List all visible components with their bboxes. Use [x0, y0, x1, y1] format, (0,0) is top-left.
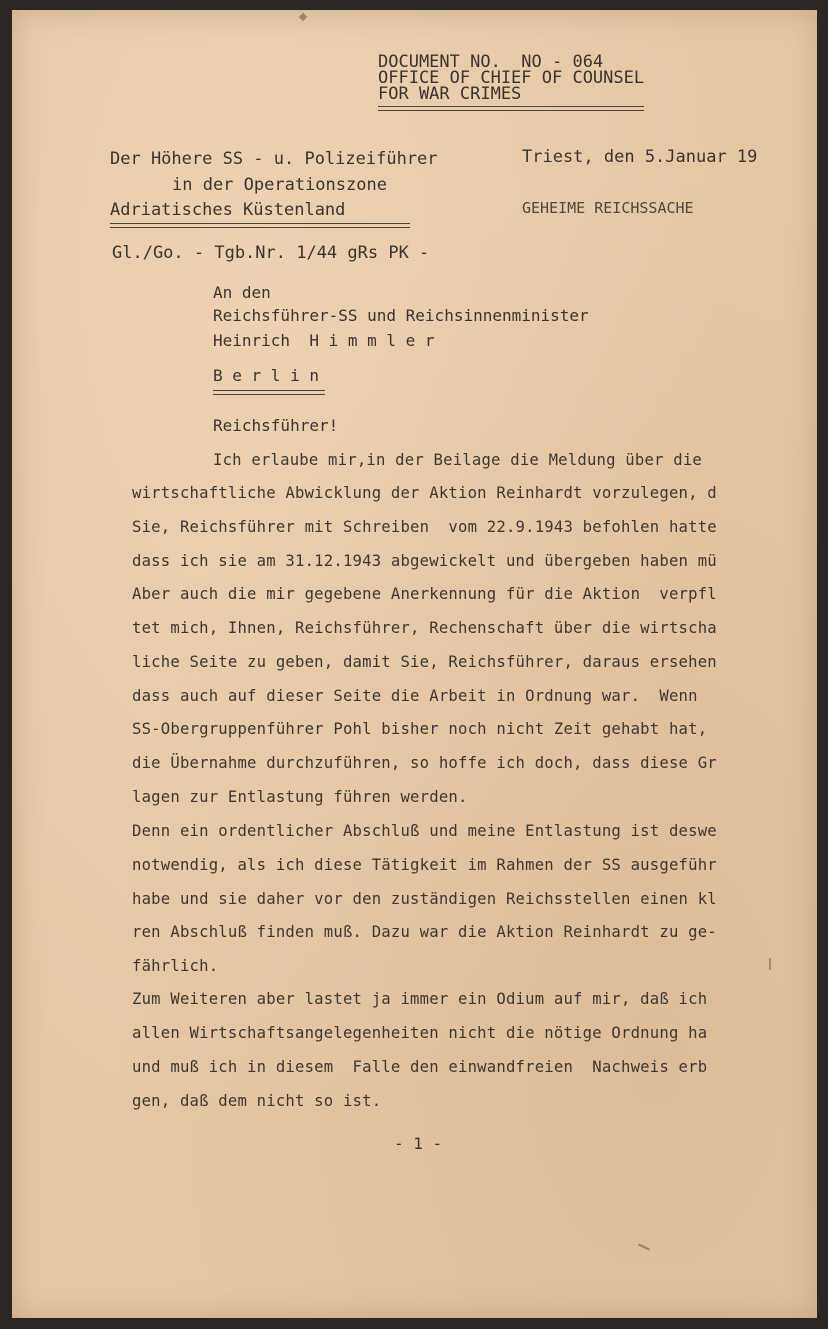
body-line: und muß ich in diesem Falle den einwandfreien Nachweis erb	[132, 1058, 708, 1076]
paper-mark	[769, 958, 771, 970]
sender-underline	[110, 223, 410, 228]
body-line: allen Wirtschaftsangelegenheiten nicht die nötige Ordnung ha	[132, 1024, 708, 1042]
body-line: fährlich.	[132, 957, 219, 975]
stamp-war-crimes: FOR WAR CRIMES	[378, 84, 522, 104]
recipient-line-3: Heinrich H i m m l e r	[213, 331, 435, 350]
body-line: Denn ein ordentlicher Abschluß und meine Entlastung ist deswe	[132, 822, 717, 840]
stamp-document-number: DOCUMENT NO. NO - 064	[378, 52, 604, 72]
body-line: SS-Obergruppenführer Pohl bisher noch nicht Zeit gehabt hat,	[132, 720, 708, 738]
body-line: wirtschaftliche Abwicklung der Aktion Reinhardt vorzulegen, d	[132, 484, 717, 502]
recipient-line-1: An den	[213, 283, 271, 302]
body-line: Sie, Reichsführer mit Schreiben vom 22.9.1943 befohlen hatte	[132, 518, 717, 536]
body-line: dass auch auf dieser Seite die Arbeit in Ordnung war. Wenn	[132, 687, 698, 705]
body-line: liche Seite zu geben, damit Sie, Reichsführer, daraus ersehen	[132, 653, 717, 671]
body-line: Zum Weiteren aber lastet ja immer ein Odium auf mir, daß ich	[132, 990, 708, 1008]
document-page	[12, 10, 817, 1318]
reference-number: Gl./Go. - Tgb.Nr. 1/44 gRs PK -	[112, 243, 430, 263]
body-line: Ich erlaube mir,in der Beilage die Meldung über die	[213, 451, 702, 469]
stamp-office: OFFICE OF CHIEF OF COUNSEL	[378, 68, 645, 88]
paper-mark	[299, 13, 307, 21]
page-number: - 1 -	[394, 1134, 443, 1153]
sender-line-2: in der Operationszone	[172, 175, 387, 195]
stamp-underline	[378, 106, 644, 111]
sender-line-1: Der Höhere SS - u. Polizeiführer	[110, 149, 438, 169]
classification: GEHEIME REICHSSACHE	[522, 199, 694, 217]
body-line: notwendig, als ich diese Tätigkeit im Rahmen der SS ausgeführ	[132, 856, 717, 874]
recipient-city: B e r l i n	[213, 366, 319, 385]
body-line: gen, daß dem nicht so ist.	[132, 1092, 382, 1110]
salutation: Reichsführer!	[213, 416, 339, 435]
city-underline	[213, 390, 325, 395]
body-line: dass ich sie am 31.12.1943 abgewickelt und übergeben haben mü	[132, 552, 717, 570]
body-line: die Übernahme durchzuführen, so hoffe ich doch, dass diese Gr	[132, 754, 717, 772]
recipient-line-2: Reichsführer-SS und Reichsinnenminister	[213, 306, 589, 325]
sender-line-3: Adriatisches Küstenland	[110, 200, 346, 220]
body-line: lagen zur Entlastung führen werden.	[132, 788, 468, 806]
body-line: ren Abschluß finden muß. Dazu war die Aktion Reinhardt zu ge-	[132, 923, 717, 941]
paper-mark	[638, 1244, 650, 1251]
body-line: tet mich, Ihnen, Reichsführer, Rechenschaft über die wirtscha	[132, 619, 717, 637]
body-line: Aber auch die mir gegebene Anerkennung für die Aktion verpfl	[132, 585, 717, 603]
body-line: habe und sie daher vor den zuständigen Reichsstellen einen kl	[132, 890, 717, 908]
place-date: Triest, den 5.Januar 19	[522, 147, 758, 167]
